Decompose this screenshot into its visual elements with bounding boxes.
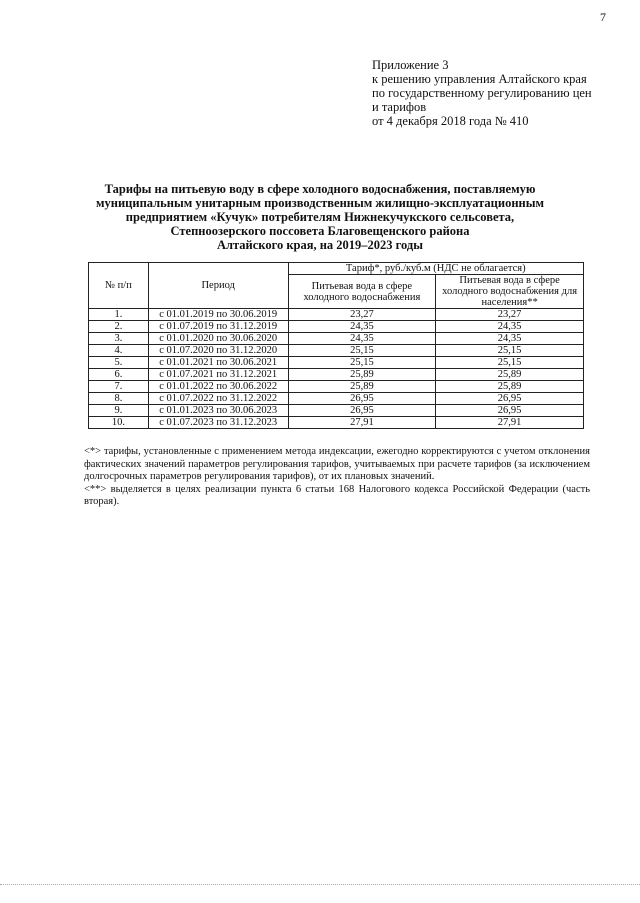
footnote-1: <*> тарифы, установленные с применением метода индексации, ежегодно корректируются с учетом отклонения фактических значений параметров регулирования тарифов, учитываемых при расчете тарифов (за исключением долгосрочных параметров регулирования тарифов), от их плановых значений. bbox=[84, 446, 590, 482]
cell-general: 27,91 bbox=[288, 417, 436, 429]
cell-num: 3. bbox=[89, 333, 149, 345]
table-row bbox=[89, 357, 584, 369]
cell-population: 24,35 bbox=[436, 333, 584, 345]
cell-period: с 01.01.2023 по 30.06.2023 bbox=[148, 405, 288, 417]
cell-general: 26,95 bbox=[288, 393, 436, 405]
appendix-line: к решению управления Алтайского края bbox=[372, 72, 587, 86]
table-header-row bbox=[89, 263, 584, 275]
header-tariff-group: Тариф*, руб./куб.м (НДС не облагается) bbox=[288, 263, 583, 275]
cell-period: с 01.07.2021 по 31.12.2021 bbox=[148, 369, 288, 381]
cell-general: 25,15 bbox=[288, 357, 436, 369]
cell-general: 24,35 bbox=[288, 333, 436, 345]
table-row bbox=[89, 333, 584, 345]
cell-num: 7. bbox=[89, 381, 149, 393]
page-number: 7 bbox=[600, 10, 606, 24]
footnotes bbox=[84, 446, 590, 509]
table-row bbox=[89, 417, 584, 429]
page-bottom-divider bbox=[0, 884, 640, 885]
cell-period: с 01.01.2020 по 30.06.2020 bbox=[148, 333, 288, 345]
table-row bbox=[89, 321, 584, 333]
appendix-line: Приложение 3 bbox=[372, 58, 449, 72]
tariff-table bbox=[88, 262, 584, 429]
cell-general: 26,95 bbox=[288, 405, 436, 417]
footnote-2: <**> выделяется в целях реализации пункта 6 статьи 168 Налогового кодекса Российской Федерации (часть вторая). bbox=[84, 483, 590, 507]
cell-num: 9. bbox=[89, 405, 149, 417]
document-title bbox=[95, 182, 545, 252]
cell-period: с 01.01.2022 по 30.06.2022 bbox=[148, 381, 288, 393]
appendix-reference bbox=[372, 58, 612, 128]
header-period: Период bbox=[148, 263, 288, 309]
cell-num: 2. bbox=[89, 321, 149, 333]
cell-general: 23,27 bbox=[288, 309, 436, 321]
cell-period: с 01.07.2020 по 31.12.2020 bbox=[148, 345, 288, 357]
cell-num: 10. bbox=[89, 417, 149, 429]
table-row bbox=[89, 369, 584, 381]
cell-num: 8. bbox=[89, 393, 149, 405]
cell-num: 1. bbox=[89, 309, 149, 321]
header-num: № п/п bbox=[89, 263, 149, 309]
appendix-line: по государственному регулированию цен bbox=[372, 86, 592, 100]
cell-period: с 01.07.2019 по 31.12.2019 bbox=[148, 321, 288, 333]
cell-period: с 01.01.2019 по 30.06.2019 bbox=[148, 309, 288, 321]
table-row bbox=[89, 381, 584, 393]
cell-population: 25,89 bbox=[436, 381, 584, 393]
table-row bbox=[89, 405, 584, 417]
cell-population: 25,15 bbox=[436, 345, 584, 357]
table-row bbox=[89, 345, 584, 357]
cell-population: 26,95 bbox=[436, 393, 584, 405]
title-line: предприятием «Кучук» потребителям Нижнекучукского сельсовета, bbox=[125, 210, 515, 224]
cell-population: 26,95 bbox=[436, 405, 584, 417]
title-line: Тарифы на питьевую воду в сфере холодного водоснабжения, поставляемую bbox=[104, 182, 536, 196]
cell-population: 23,27 bbox=[436, 309, 584, 321]
cell-general: 25,89 bbox=[288, 369, 436, 381]
appendix-line: и тарифов bbox=[372, 100, 427, 114]
cell-num: 4. bbox=[89, 345, 149, 357]
cell-population: 25,89 bbox=[436, 369, 584, 381]
header-general: Питьевая вода в сфере холодного водоснабжения bbox=[288, 275, 436, 309]
cell-num: 6. bbox=[89, 369, 149, 381]
cell-num: 5. bbox=[89, 357, 149, 369]
cell-population: 27,91 bbox=[436, 417, 584, 429]
cell-general: 25,89 bbox=[288, 381, 436, 393]
title-line: Степноозерского поссовета Благовещенского района bbox=[170, 224, 470, 238]
cell-period: с 01.07.2022 по 31.12.2022 bbox=[148, 393, 288, 405]
cell-period: с 01.01.2021 по 30.06.2021 bbox=[148, 357, 288, 369]
cell-general: 24,35 bbox=[288, 321, 436, 333]
table-row bbox=[89, 393, 584, 405]
appendix-line: от 4 декабря 2018 года № 410 bbox=[372, 114, 529, 128]
title-line: муниципальным унитарным производственным жилищно-эксплуатационным bbox=[96, 196, 544, 210]
title-line: Алтайского края, на 2019–2023 годы bbox=[216, 238, 424, 252]
cell-population: 25,15 bbox=[436, 357, 584, 369]
cell-general: 25,15 bbox=[288, 345, 436, 357]
table-row bbox=[89, 309, 584, 321]
header-population: Питьевая вода в сфере холодного водоснабжения для населения** bbox=[436, 275, 584, 309]
cell-period: с 01.07.2023 по 31.12.2023 bbox=[148, 417, 288, 429]
cell-population: 24,35 bbox=[436, 321, 584, 333]
